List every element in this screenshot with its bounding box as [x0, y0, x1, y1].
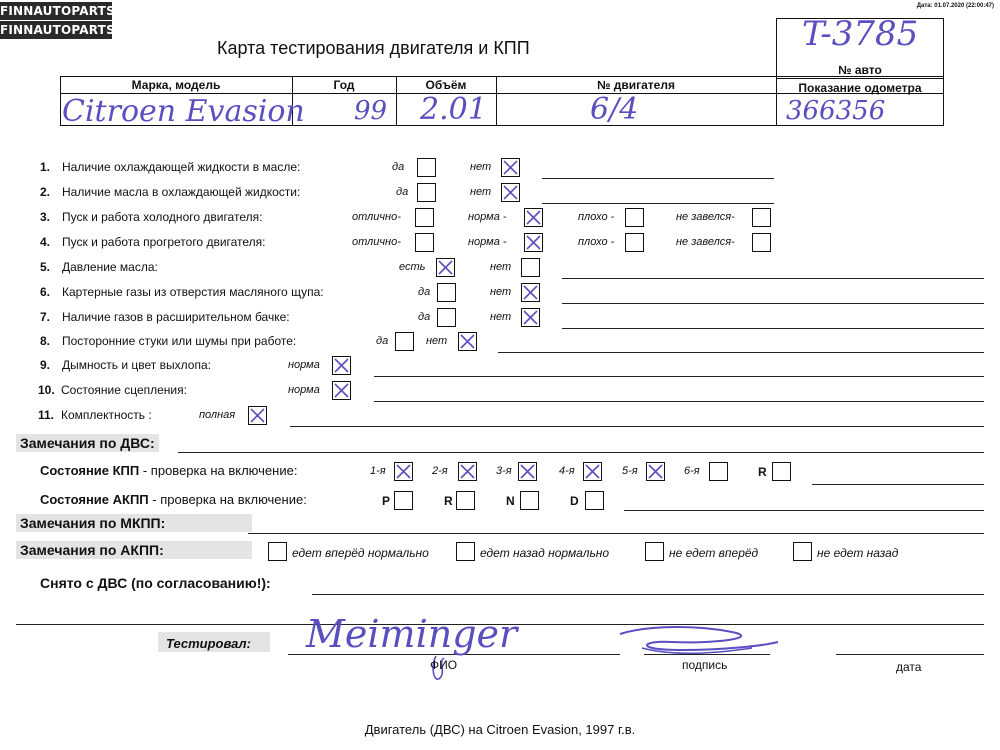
gear-label: 6-я: [684, 465, 700, 477]
auto-gear-checkbox[interactable]: [585, 491, 604, 510]
question-number: 5.: [40, 260, 51, 274]
option-label: нет: [470, 161, 492, 173]
question-text: Посторонние стуки или шумы при работе:: [62, 334, 297, 348]
header-engine-no: № двигателя: [597, 78, 675, 92]
akpp-checkbox[interactable]: [645, 542, 664, 561]
auto-gear-checkbox[interactable]: [456, 491, 475, 510]
akpp-option-label: не едет вперёд: [669, 546, 759, 560]
handwritten-engine-no: 6/4: [590, 92, 639, 127]
answer-line: [542, 178, 774, 179]
option-checkbox[interactable]: [417, 158, 436, 177]
logo-secondary: FINNAUTOPARTS: [0, 23, 115, 37]
question-number: 8.: [40, 334, 51, 348]
gear-checkbox[interactable]: [772, 462, 791, 481]
question-number: 3.: [40, 210, 51, 224]
gear-label: 5-я: [622, 465, 638, 477]
answer-line: [374, 376, 984, 377]
option-label: плохо -: [578, 236, 615, 248]
question-text: Давление масла:: [62, 260, 158, 274]
option-label: нет: [470, 186, 492, 198]
ice-remarks-label: Замечания по ДВС:: [16, 434, 159, 452]
question-text: Наличие масла в охлаждающей жидкости:: [62, 185, 301, 199]
gear-label: 2-я: [432, 465, 448, 477]
akpp-option-label: едет назад нормально: [480, 546, 610, 560]
gear-label: 3-я: [496, 465, 512, 477]
question-text: Дымность и цвет выхлопа:: [62, 358, 211, 372]
auto-gear-checkbox[interactable]: [520, 491, 539, 510]
answer-line: [562, 278, 984, 279]
caption: Двигатель (ДВС) на Citroen Evasion, 1997 г.в.: [364, 722, 636, 737]
answer-line: [374, 401, 984, 402]
check-mark-icon: [458, 462, 477, 481]
check-mark-icon: [524, 208, 543, 227]
option-checkbox[interactable]: [415, 233, 434, 252]
header-make-model: Марка, модель: [131, 78, 221, 92]
option-label: норма: [288, 384, 320, 396]
option-label: да: [396, 186, 409, 198]
fio-label: ФИО: [430, 658, 458, 672]
option-checkbox[interactable]: [437, 308, 456, 327]
option-label: нет: [490, 261, 512, 273]
auto-gear-checkbox[interactable]: [394, 491, 413, 510]
check-mark-icon: [524, 233, 543, 252]
question-number: 10.: [38, 383, 55, 397]
signature-label: подпись: [682, 658, 728, 672]
question-number: 9.: [40, 358, 51, 372]
page-title: Карта тестирования двигателя и КПП: [217, 38, 530, 58]
auto-check-label: Состояние АКПП - проверка на включение:: [40, 492, 307, 507]
option-label: нет: [490, 311, 512, 323]
option-label: нет: [490, 286, 512, 298]
answer-line: [562, 303, 984, 304]
check-mark-icon: [248, 406, 267, 425]
option-checkbox[interactable]: [417, 183, 436, 202]
akpp-checkbox[interactable]: [456, 542, 475, 561]
check-mark-icon: [458, 332, 477, 351]
option-checkbox[interactable]: [625, 208, 644, 227]
akpp-checkbox[interactable]: [268, 542, 287, 561]
option-label: не завелся-: [676, 211, 735, 223]
auto-gear-label: P: [382, 494, 391, 508]
check-mark-icon: [521, 283, 540, 302]
question-number: 11.: [38, 408, 55, 422]
option-checkbox[interactable]: [395, 332, 414, 351]
question-text: Пуск и работа холодного двигателя:: [62, 210, 263, 224]
header-odometer: Показание одометра: [798, 81, 922, 95]
option-label: отлично-: [352, 236, 401, 248]
option-label: не завелся-: [676, 236, 735, 248]
manual-check-label: Состояние КПП - проверка на включение:: [40, 463, 298, 478]
question-number: 2.: [40, 185, 51, 199]
answer-line: [562, 328, 984, 329]
option-label: полная: [199, 409, 236, 421]
answer-line: [290, 426, 984, 427]
option-label: норма: [288, 359, 320, 371]
manual-remarks-label: Замечания по МКПП:: [16, 514, 252, 532]
handwritten-odometer: 366356: [786, 96, 886, 126]
option-label: да: [418, 286, 431, 298]
question-text: Наличие охлаждающей жидкости в масле:: [62, 160, 301, 174]
option-checkbox[interactable]: [752, 233, 771, 252]
question-text: Пуск и работа прогретого двигателя:: [62, 235, 266, 249]
auto-gear-label: N: [506, 494, 515, 508]
removed-label: Снято с ДВС (по согласованию!):: [40, 575, 271, 591]
option-checkbox[interactable]: [752, 208, 771, 227]
answer-line: [542, 203, 774, 204]
question-number: 6.: [40, 285, 51, 299]
datestamp: Дата: 01.07.2020 (22:00:47): [916, 3, 994, 9]
question-number: 4.: [40, 235, 51, 249]
option-checkbox[interactable]: [437, 283, 456, 302]
check-mark-icon: [521, 308, 540, 327]
auto-gear-label: D: [570, 494, 579, 508]
question-text: Состояние сцепления:: [61, 383, 187, 397]
check-mark-icon: [501, 183, 520, 202]
handwritten-plate: T-3785: [802, 14, 919, 54]
option-label: отлично-: [352, 211, 401, 223]
option-label: да: [392, 161, 405, 173]
check-mark-icon: [501, 158, 520, 177]
check-mark-icon: [436, 258, 455, 277]
handwritten-make-model: Citroen Evasion: [62, 94, 305, 129]
question-number: 1.: [40, 160, 51, 174]
option-label: есть: [399, 261, 426, 273]
option-label: да: [418, 311, 431, 323]
check-mark-icon: [646, 462, 665, 481]
check-mark-icon: [332, 356, 351, 375]
question-text: Наличие газов в расширительном бачке:: [62, 310, 290, 324]
gear-label: R: [758, 465, 767, 479]
check-mark-icon: [583, 462, 602, 481]
akpp-option-label: едет вперёд нормально: [292, 546, 429, 560]
auto-gear-label: R: [444, 494, 453, 508]
answer-line: [498, 352, 984, 353]
header-year: Год: [333, 78, 355, 92]
auto-remarks-label: Замечания по АКПП:: [16, 541, 252, 559]
gear-label: 4-я: [559, 465, 575, 477]
check-mark-icon: [394, 462, 413, 481]
option-label: нет: [426, 335, 448, 347]
option-label: да: [376, 335, 389, 347]
option-label: норма -: [468, 236, 507, 248]
tested-label: Тестировал:: [166, 636, 251, 651]
logo: FINNAUTOPARTS: [0, 4, 115, 18]
handwritten-year: 99: [354, 96, 388, 126]
option-checkbox[interactable]: [415, 208, 434, 227]
akpp-checkbox[interactable]: [793, 542, 812, 561]
gear-checkbox[interactable]: [709, 462, 728, 481]
date-label: дата: [896, 660, 922, 674]
option-label: норма -: [468, 211, 507, 223]
check-mark-icon: [332, 381, 351, 400]
question-text: Картерные газы из отверстия масляного щупа:: [62, 285, 324, 299]
option-checkbox[interactable]: [521, 258, 540, 277]
gear-label: 1-я: [370, 465, 386, 477]
question-number: 7.: [40, 310, 51, 324]
handwritten-tester: Meiminger: [306, 612, 518, 656]
header-plate: № авто: [838, 63, 882, 77]
akpp-option-label: не едет назад: [817, 546, 899, 560]
option-label: плохо -: [578, 211, 615, 223]
question-text: Комплектность :: [61, 408, 152, 422]
handwritten-volume: 2.01: [420, 92, 487, 127]
option-checkbox[interactable]: [625, 233, 644, 252]
check-mark-icon: [518, 462, 537, 481]
header-volume: Объём: [425, 78, 467, 92]
